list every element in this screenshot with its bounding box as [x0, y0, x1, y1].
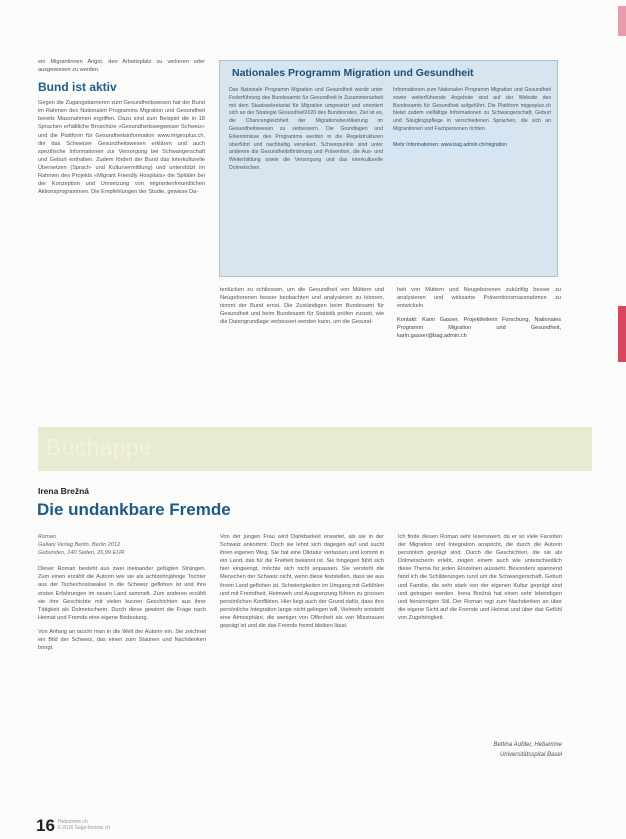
page-number: 16 — [36, 816, 55, 835]
edge-tab-lower — [618, 306, 626, 362]
signature-line-1: Bettina Aufder, Hebamme — [493, 742, 562, 748]
review-column-2 — [220, 533, 384, 777]
article-body-text-2: tenlücken zu schliessen, um die Gesundheit von Müttern und Neugeborenen besser beobachten und analysieren zu können, nimmt der Bund ernst. Die Zuständigen beim Bundesamt für Gesundheit und beim Bundesamt für Statistik prüfen zurzeit, wie die Datengrundlage verbessert werden kann, um die Gesund- — [220, 287, 384, 326]
signature-line-2: Universitätsspital Basel — [499, 752, 562, 758]
review-publisher: Galiani Verlag Berlin, Berlin 2012 — [38, 542, 121, 549]
section-heading: Bund ist aktiv — [38, 80, 117, 95]
review-author: Irena Brežná — [38, 486, 90, 496]
info-box — [219, 60, 558, 277]
review-text-1b: Von Anfang an taucht man in die Welt der Autorin ein. Sie zeichnet ein Bild der Schweiz, das einen zum Staunen und Nachdenken bringt. — [38, 628, 206, 652]
info-box-left-text: Das Nationale Programm Migration und Gesundheit wurde unter Federführung des Bundesamts für Gesundheit in Zusammenarbeit mit dem Staatssekretariat für Migration umgesetzt und orientiert sich an der Strategie Gesundheit2020 des Bundesrates. Ziel ist es, die Chancengleichheit der Migrationsbevölkerung im Gesundheitswesen zu verbessern. Die Grundlagen und Erkenntnisse des Programms werden in die Regelstrukturen überführt und nachhaltig verankert. Schwerpunkte sind unter anderem die Gesundheitsförderung und Prävention, die Aus- und Weiterbildung sowie die Versorgung und das interkulturelle Dolmetschen. — [229, 87, 383, 171]
review-text-3: Ich finde diesen Roman sehr lesenswert, da er so viele Facetten der Migration und Integration anspricht, die durch die Autorin persönlich geprägt sind. Durch die Geschichten, die sie als Dolmetscherin erlebt, zeigen einem auch wie unterschiedlich diese Thema für jeden Einzelnen aussieht. Besonders spannend fand ich die Schilderungen rund um die Schwangerschaft, Geburt und Familie, die sehr stark von der eigenen Kultur geprägt sind und getragen werden. Irena Brežná hat einen sehr lebendigen und feinsinnigen Stil. Der Roman regt zum Nachdenken an über die eigene Sicht auf die Fremde und Heimat und über das Gefühl von Zugehörigkeit. — [398, 534, 562, 621]
review-details: Gebunden, 140 Seiten, 26,99 EUR — [38, 550, 125, 557]
info-box-right-body: Informationen zum Nationalen Programm Migration und Gesundheit sowie weiterführende Angebote sind auf der Website des Bundesamts für Gesundheit aufgeführt. Die Plattform migesplus.ch bietet zudem vielfältige Informationen zu Schwangerschaft, Geburt und Säuglingspflege in verschiedenen Sprachen, die sich an Migrantinnen und Fachpersonen richten. — [393, 87, 551, 132]
footer-line-1: Hebamme.ch — [58, 819, 88, 825]
review-text-2: Von der jungen Frau wird Dankbarkeit erwartet, als sie in der Schweiz ankommt. Doch sie lehnt sich dagegen auf und sucht ihren eigenen Weg. Sie hat eine Diktatur verlassen und kommt in ein Land, das für die Freiheit bekannt ist. Sie hingegen fühlt sich hier eingeengt, möchte sich nicht anpassen. Sie versteht die Menschen der Schweiz nicht, wenn diese feststellen, dass sie aus ihrem Land geflohen ist. Schwierigkeiten im Umgang mit Gefühlen und mit Fremdheit, Heimweh und Ausgrenzung führen zu grossen persönlichen Konflikten. Hier liegt auch der Grund dafür, dass ihre persönliche Integration lange nicht gelingen will. Vielmehr entsteht eine Atmosphäre, die weniger von Offenheit als von Misstrauen geprägt ist und die das Fremde fremd bleiben lässt. — [220, 534, 384, 630]
contact-info: Kontakt: Karin Gasser, Projektleiterin Forschung, Nationales Programm Migration und Gesundheit, karin.gasser@bag.admin.ch — [397, 317, 561, 340]
review-genre: Roman — [38, 534, 57, 540]
review-text-1: Dieser Roman besteht aus zwei ineinander gefügten Strängen. Zum einen erzählt die Autorin wie sie als achtzehnjährige Tochter aus der Tschechoslowakei in die Schweiz geflohen ist und ihre ersten Erfahrungen im neuen Land sammelt. Zum anderen erzählt sie ihre Geschichte mit vielen kurzen Geschichten aus ihrer Tätigkeit als Dolmetscherin. Durch diese gewinnt die Frage nach Heimat und Fremde eine eigene Bedeutung. — [38, 566, 206, 621]
section-band — [38, 427, 592, 471]
article-column-1 — [38, 58, 205, 380]
article-body-text-3: heit von Müttern und Neugeborenen zukünftig besser zu analysieren und wirksame Präventionsmassnahmen zu entwickeln. — [397, 287, 561, 310]
section-band-title: Büchappe — [46, 434, 152, 460]
article-column-2 — [220, 286, 384, 380]
article-column-3 — [397, 286, 561, 380]
review-signature — [400, 740, 562, 760]
article-body-text: Gegen die Zugangsbarrieren zum Gesundheitswesen hat der Bund im Rahmen des Nationalen Programms Migration und Gesundheit bereits Massnahmen ergriffen. Dazu sind zum Beispiel die in 18 Sprachen erhältliche Broschüre «Gesundheitswegweiser Schweiz» und die Plattform für Gesundheitsinformation www.migesplus.ch, die das Schweizer Gesundheitswesen erklären und auch spezifische Informationen zur Versorgung bei Schwangerschaft und Geburt enthalten. Zudem fördert der Bund das interkulturelle Übersetzen (Sprach- und Kulturvermittlung) und unterstützt im Rahmen des Projekts «Migrant Friendly Hospitals» die Spitäler bei der Konzeption und Umsetzung von migrantenfreundlichen Aktionsprogrammen. Die Empfehlungen der Studie, gewisse Da- — [38, 100, 205, 196]
footer-line-2: 6 2016 Sage-femme.ch — [58, 825, 110, 831]
info-box-right-text — [393, 87, 551, 271]
review-column-1 — [38, 533, 206, 803]
review-title: Die undankbare Fremde — [37, 500, 231, 519]
edge-tab-upper — [618, 6, 626, 36]
article-intro-text: ein Migrantinnen Angst, den Arbeitsplatz zu verlieren oder ausgewiesen zu werden. — [38, 59, 205, 74]
info-box-title: Nationales Programm Migration und Gesundheit — [232, 67, 474, 79]
footer-text — [58, 819, 110, 831]
review-column-3 — [398, 533, 562, 729]
info-box-link[interactable]: Mehr Informationen: www.bag.admin.ch/migration — [393, 141, 508, 148]
